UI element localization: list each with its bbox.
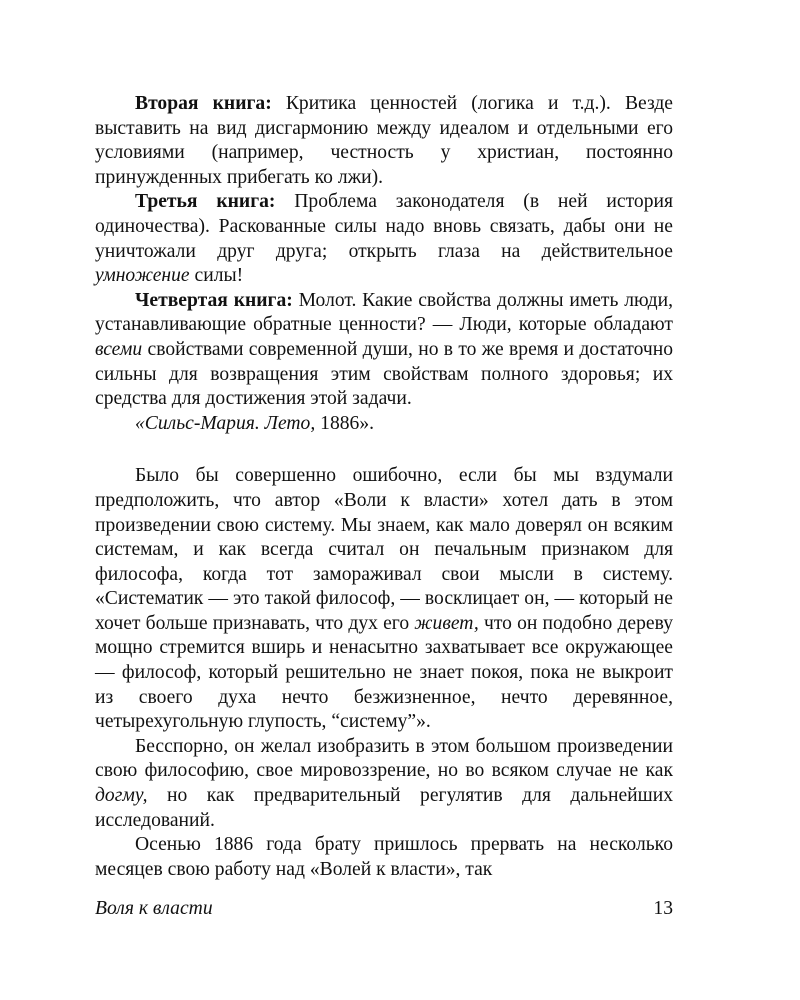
paragraph-book-four (95, 289, 673, 412)
book-four-text-end: свойствами современной души, но в то же время и достаточно сильны для возвращения этим свойствам полного здоровья; их средства для достижения этой задачи. (95, 338, 673, 410)
philosophy-text: Бесспорно, он желал изобразить в этом большом произведении свою философию, свое мировоззрение, но во всяком случае не как (95, 735, 673, 782)
paragraph-system (95, 464, 673, 735)
philosophy-emphasis: догму, (95, 785, 148, 807)
book-four-emphasis: всеми (95, 338, 143, 360)
system-emphasis: живет, (414, 612, 479, 634)
signature-place: Сильс-Мария. Лето, (144, 412, 316, 434)
page-footer (95, 897, 673, 921)
paragraph-book-three (95, 190, 673, 288)
running-title: Воля к власти (95, 898, 213, 919)
page-body (95, 92, 673, 882)
book-four-heading: Четвертая книга: (135, 289, 293, 311)
book-three-heading: Третья книга: (135, 191, 276, 213)
book-two-text: Критика ценностей (логика и т.д.). Везде выставить на вид дисгармонию между идеалом и отдельными его условиями (например, честность у христиан, постоянно принужденных прибегать ко лжи). (95, 93, 673, 188)
page-number: 13 (653, 898, 673, 919)
paragraph-autumn (95, 833, 673, 882)
philosophy-text-end: но как предварительный регулятив для дальнейших исследований. (95, 785, 673, 831)
signature-year: 1886 (315, 412, 360, 434)
book-three-emphasis: умножение (95, 265, 190, 287)
signature-line (95, 412, 673, 437)
signature-close: ». (359, 412, 375, 434)
system-text: Было бы совершенно ошибочно, если бы мы вздумали предположить, что автор «Воли к власти» хотел дать в этом произведении свою систему. Мы знаем, как мало доверял он всяким системам, и как всегда считал он печальным признаком для философа, когда тот замораживал свои мысли в систему. «Систематик — это такой философ, — восклицает он, — который не хочет больше признавать, что дух его (95, 465, 673, 634)
paragraph-philosophy (95, 735, 673, 833)
book-three-text-end: силы! (189, 265, 244, 287)
book-four-text: Молот. Какие свойства должны иметь люди, устанавливающие обратные ценности? — Люди, которые обладают (95, 289, 673, 336)
book-three-text: Проблема законодателя (в ней история одиночества). Раскованные силы надо вновь связать, дабы они не уничтожали друг друга; открыть глаза на действительное (95, 191, 673, 262)
paragraph-book-two (95, 92, 673, 190)
book-two-heading: Вторая книга: (135, 93, 272, 114)
section-gap (95, 436, 673, 464)
signature-open-quote: « (135, 412, 145, 434)
system-text-end: что он подобно дереву мощно стремится вширь и ненасытно захватывает все окружающее — философ, который решительно не знает покоя, пока не выкроит из своего духа нечто безжизненное, нечто деревянное, четырехугольную глупость, “систему”». (95, 612, 673, 733)
autumn-text: Осенью 1886 года брату пришлось прервать на несколько месяцев свою работу над «Волей к власти», так (95, 834, 673, 880)
